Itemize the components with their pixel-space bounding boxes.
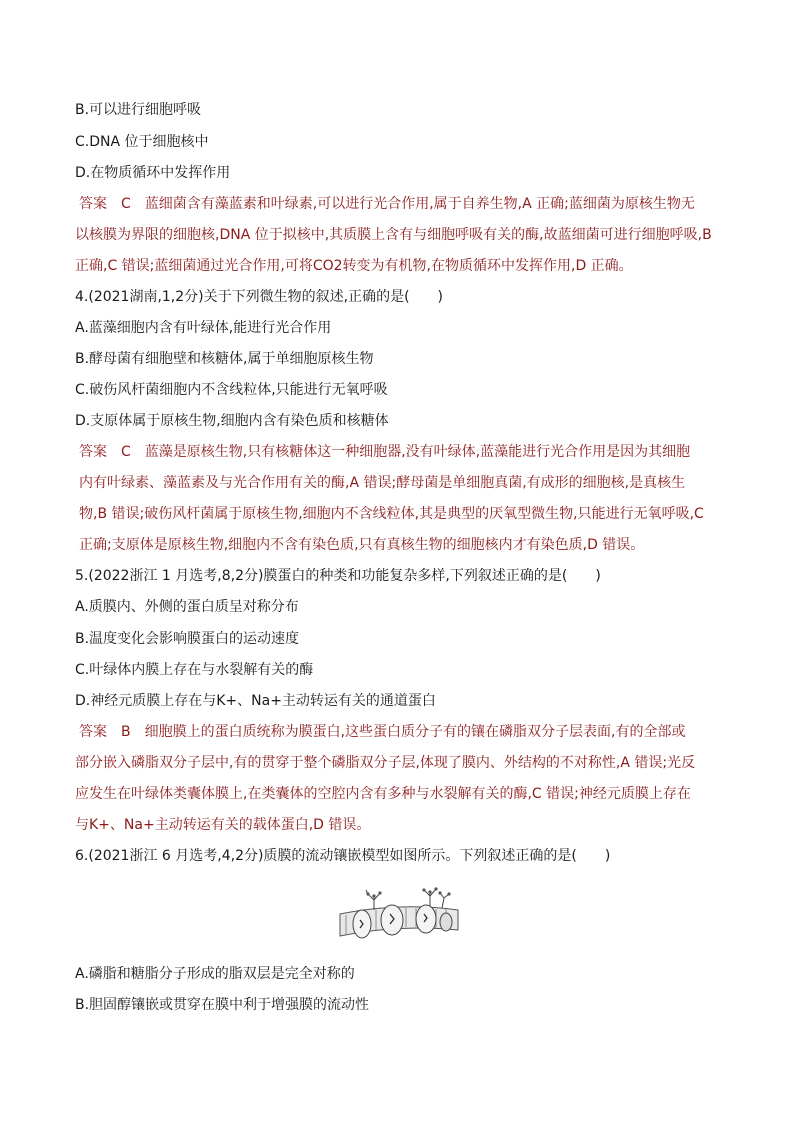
answer-text: 细胞膜上的蛋白质统称为膜蛋白,这些蛋白质分子有的镶在磷脂双分子层表面,有的全部或 [144,724,686,740]
q4-answer-line: 正确;支原体是原核生物,细胞内不含有染色质,只有真核生物的细胞核内才有染色质,D 错误。 [79,537,645,553]
q5-stem: 5.(2022浙江 1 月选考,8,2分)膜蛋白的种类和功能复杂多样,下列叙述正确的是( ) [75,568,601,584]
q6-option-a: A.磷脂和糖脂分子形成的脂双层是完全对称的 [75,966,355,982]
q3-option-d: D.在物质循环中发挥作用 [75,165,231,181]
q5-answer-line: 应发生在叶绿体类囊体膜上,在类囊体的空腔内含有多种与水裂解有关的酶,C 错误;神经元质膜上存在 [75,786,691,802]
q3-answer-line: 正确,C 错误;蓝细菌通过光合作用,可将CO2转变为有机物,在物质循环中发挥作用,D 正确。 [75,258,633,274]
answer-letter: C [121,444,131,460]
q4-answer [79,442,690,462]
answer-text: 蓝藻是原核生物,只有核糖体这一种细胞器,没有叶绿体,蓝藻能进行光合作用是因为其细胞 [144,444,691,460]
q4-option-b: B.酵母菌有细胞壁和核糖体,属于单细胞原核生物 [75,351,374,367]
q6-stem: 6.(2021浙江 6 月选考,4,2分)质膜的流动镶嵌模型如图所示。下列叙述正确的是( ) [75,848,611,864]
answer-letter: C [121,196,131,212]
answer-text: 蓝细菌含有藻蓝素和叶绿素,可以进行光合作用,属于自养生物,A 正确;蓝细菌为原核生物无 [144,196,695,212]
q6-option-b: B.胆固醇镶嵌或贯穿在膜中利于增强膜的流动性 [75,997,370,1013]
answer-tag: 答案 [79,724,107,740]
q5-option-a: A.质膜内、外侧的蛋白质呈对称分布 [75,599,299,615]
q5-option-b: B.温度变化会影响膜蛋白的运动速度 [75,631,300,647]
q3-answer [79,194,695,214]
q4-stem: 4.(2021湖南,1,2分)关于下列微生物的叙述,正确的是( ) [75,289,443,305]
q5-answer-line: 与K+、Na+主动转运有关的载体蛋白,D 错误。 [75,817,371,833]
q4-answer-line: 内有叶绿素、藻蓝素及与光合作用有关的酶,A 错误;酵母菌是单细胞真菌,有成形的细胞核,是真核生 [79,475,686,491]
q4-option-a: A.蓝藻细胞内含有叶绿体,能进行光合作用 [75,320,332,336]
answer-tag: 答案 [79,196,107,212]
q4-option-d: D.支原体属于原核生物,细胞内含有染色质和核糖体 [75,413,389,429]
q4-option-c: C.破伤风杆菌细胞内不含线粒体,只能进行无氧呼吸 [75,382,388,398]
answer-tag: 答案 [79,444,107,460]
membrane-model-figure [334,884,464,954]
q5-option-c: C.叶绿体内膜上存在与水裂解有关的酶 [75,662,314,678]
q4-answer-line: 物,B 错误;破伤风杆菌属于原核生物,细胞内不含线粒体,其是典型的厌氧型微生物,只能进行无氧呼吸,C [79,506,704,522]
q3-option-b: B.可以进行细胞呼吸 [75,102,202,118]
answer-letter: B [121,724,131,740]
q5-answer-line: 部分嵌入磷脂双分子层中,有的贯穿于整个磷脂双分子层,体现了膜内、外结构的不对称性,A 错误;光反 [75,755,696,771]
q3-answer-line: 以核膜为界限的细胞核,DNA 位于拟核中,其质膜上含有与细胞呼吸有关的酶,故蓝细菌可进行细胞呼吸,B [75,227,712,243]
q5-option-d: D.神经元质膜上存在与K+、Na+主动转运有关的通道蛋白 [75,693,436,709]
q3-option-c: C.DNA 位于细胞核中 [75,134,209,150]
q5-answer [79,722,686,742]
